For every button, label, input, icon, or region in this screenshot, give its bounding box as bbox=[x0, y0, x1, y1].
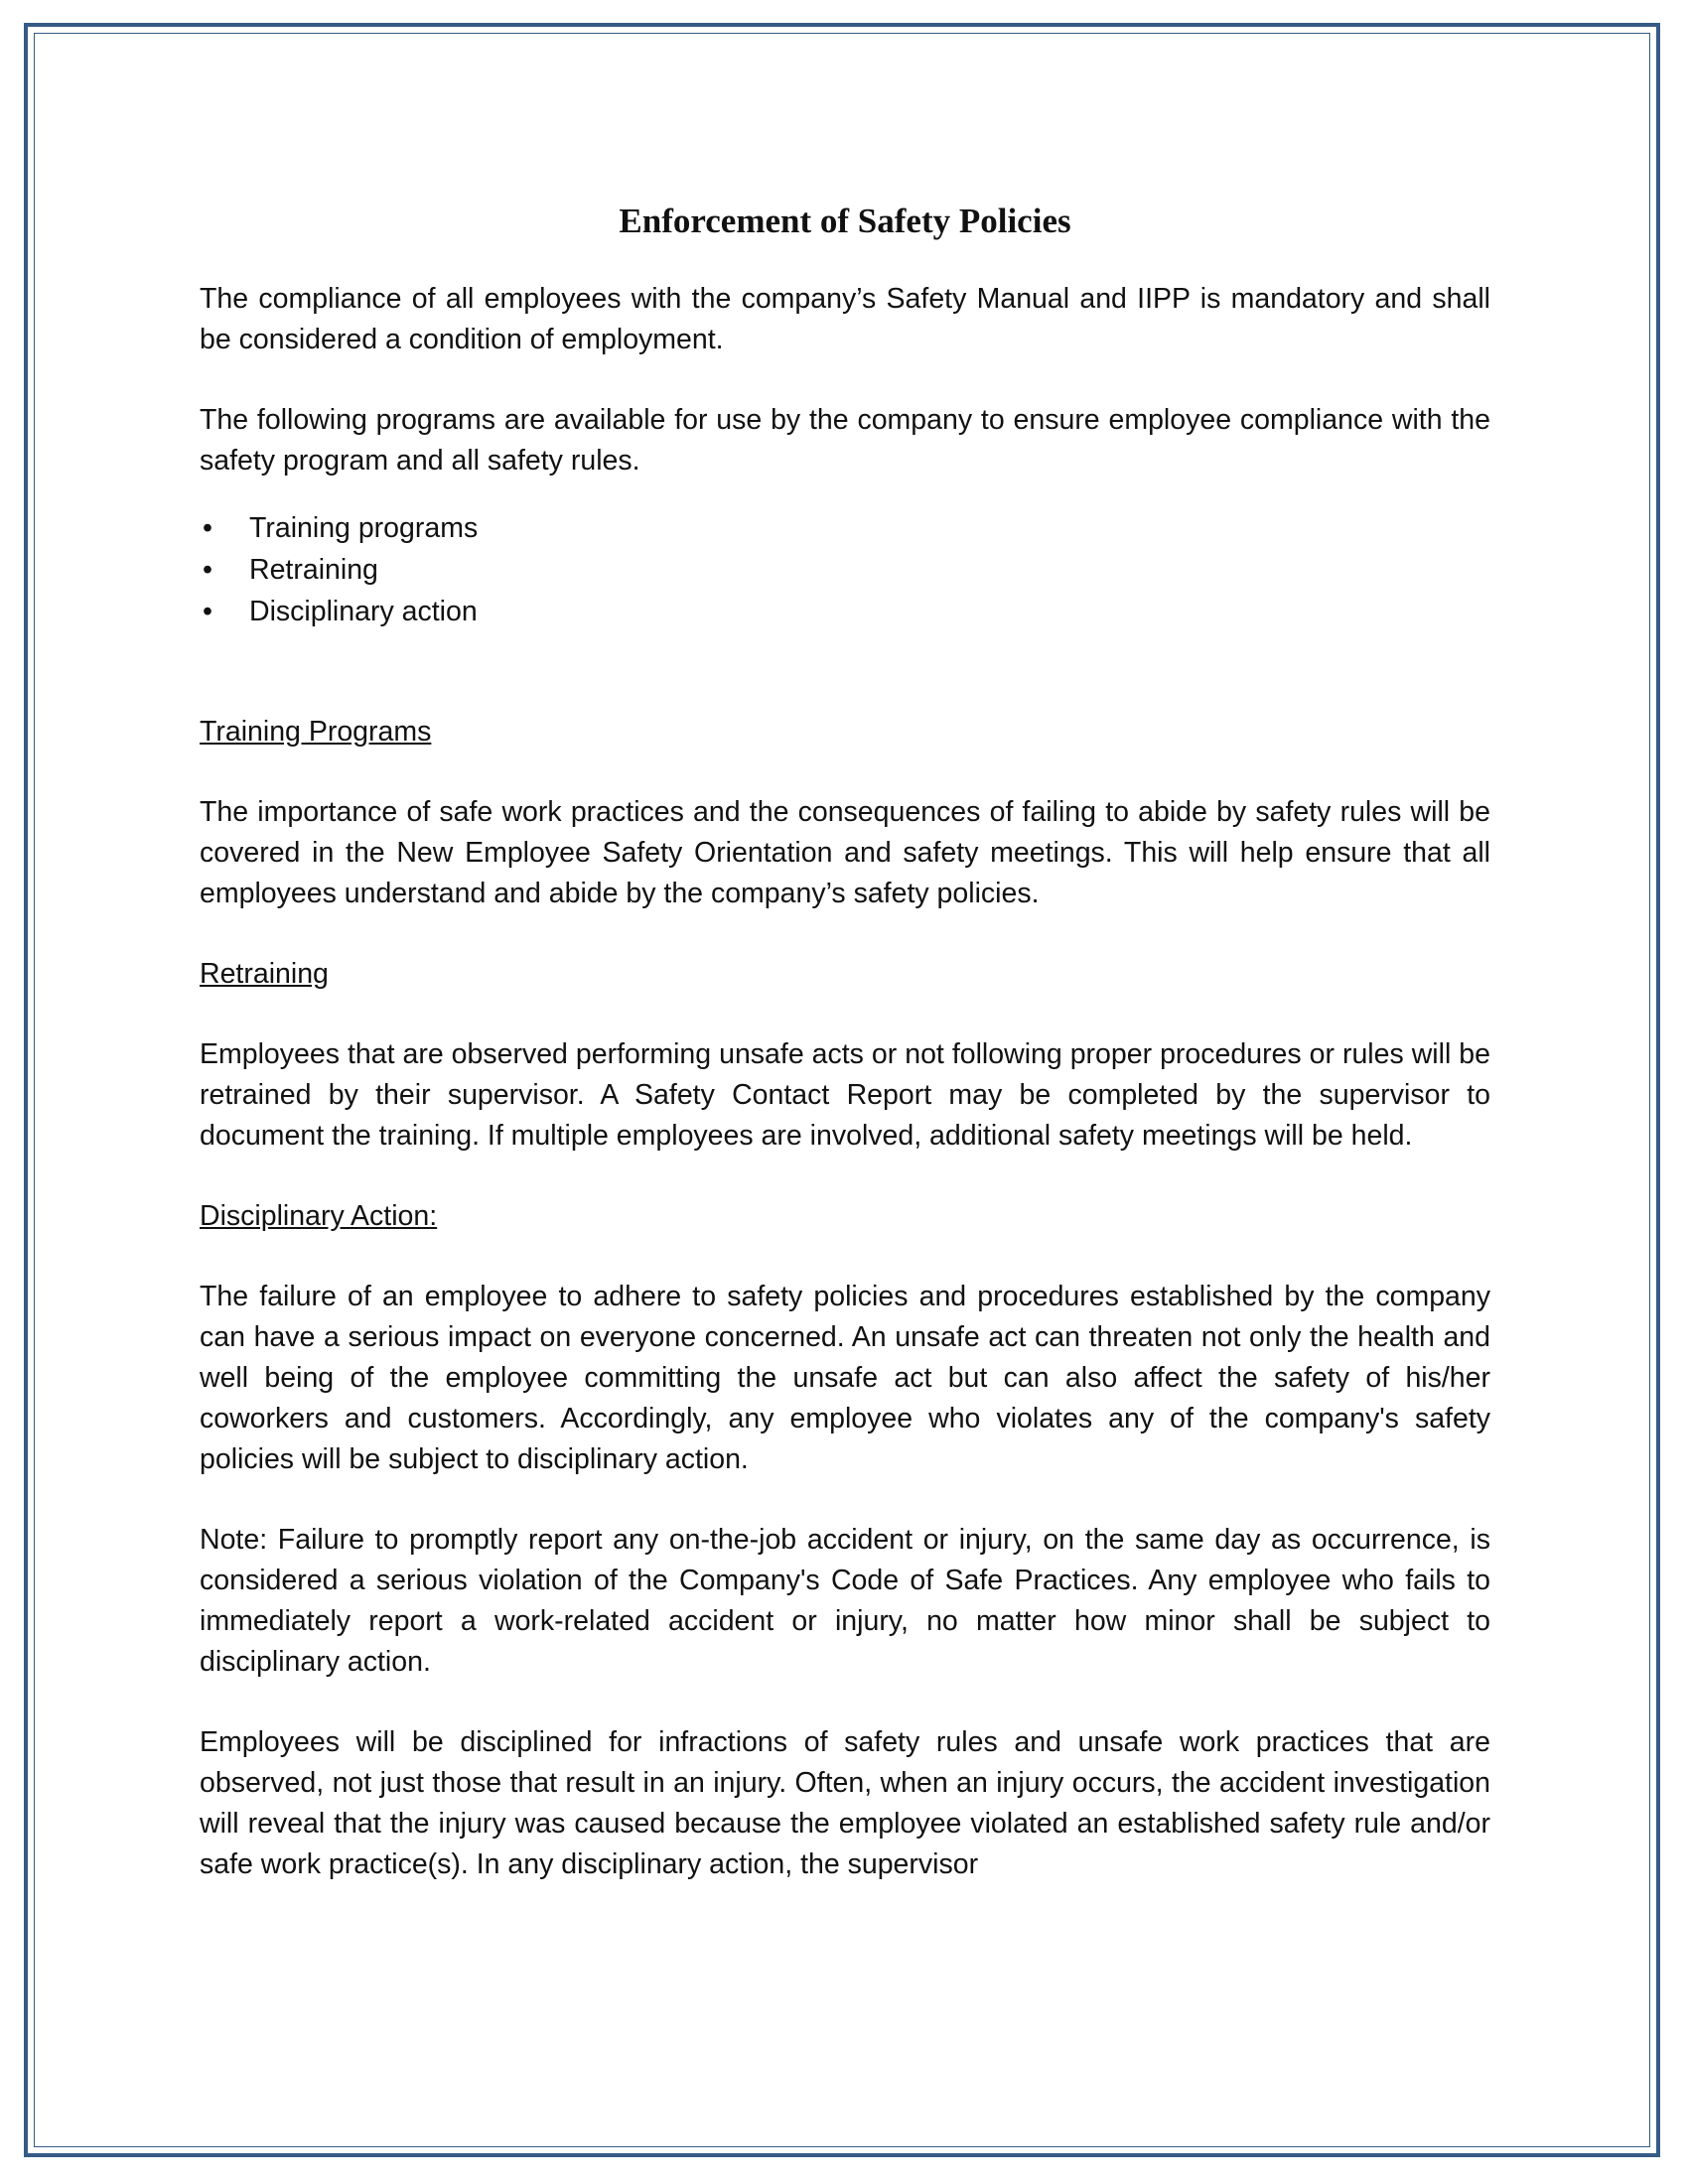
document-body bbox=[200, 194, 1490, 1925]
section-heading: Disciplinary Action: bbox=[200, 1200, 438, 1232]
list-item-label: Retraining bbox=[249, 554, 378, 586]
section-disciplinary-action bbox=[200, 1196, 1490, 1885]
programs-list bbox=[200, 507, 1490, 632]
list-item-label: Training programs bbox=[249, 512, 479, 544]
section-heading: Training Programs bbox=[200, 716, 432, 748]
list-item bbox=[200, 549, 1490, 591]
list-item-label: Disciplinary action bbox=[249, 596, 478, 627]
section-heading: Retraining bbox=[200, 958, 329, 990]
list-item bbox=[200, 507, 1490, 549]
section-training-programs bbox=[200, 712, 1490, 914]
intro-paragraph-compliance: The compliance of all employees with the company’s Safety Manual and IIPP is mandatory and shall be considered a condition of employment. bbox=[200, 283, 1490, 355]
section-retraining bbox=[200, 954, 1490, 1157]
section-paragraph: Employees that are observed performing unsafe acts or not following proper procedures or rules will be retrained by their supervisor. A Safety Contact Report may be completed by the supervisor to document the training. If multiple employees are involved, additional safety meetings will be held. bbox=[200, 1038, 1490, 1152]
intro-paragraph-programs: The following programs are available for use by the company to ensure employee compliance with the safety program and all safety rules. bbox=[200, 404, 1490, 477]
section-paragraph: Employees will be disciplined for infractions of safety rules and unsafe work practices that are observed, not just those that result in an injury. Often, when an injury occurs, the accident investigation will reveal that the injury was caused because the employee violated an established safety rule and/or safe work practice(s). In any disciplinary action, the supervisor bbox=[200, 1726, 1490, 1880]
list-item bbox=[200, 591, 1490, 632]
bullet-icon: • bbox=[203, 554, 212, 586]
bullet-icon: • bbox=[203, 596, 212, 627]
section-paragraph: Note: Failure to promptly report any on-the-job accident or injury, on the same day as occurrence, is considered a serious violation of the Company's Code of Safe Practices. Any employee who fails to immediately report a work-related accident or injury, no matter how minor shall be subject to disciplinary action. bbox=[200, 1524, 1490, 1678]
section-paragraph: The importance of safe work practices and the consequences of failing to abide by safety rules will be covered in the New Employee Safety Orientation and safety meetings. This will help ensure that all employees understand and abide by the company’s safety policies. bbox=[200, 796, 1490, 909]
bullet-icon: • bbox=[203, 512, 212, 544]
document-title: Enforcement of Safety Policies bbox=[619, 202, 1071, 240]
section-paragraph: The failure of an employee to adhere to safety policies and procedures established by the company can have a serious impact on everyone concerned. An unsafe act can threaten not only the health and well being of the employee committing the unsafe act but can also affect the safety of his/her coworkers and customers. Accordingly, any employee who violates any of the company's safety policies will be subject to disciplinary action. bbox=[200, 1281, 1490, 1475]
